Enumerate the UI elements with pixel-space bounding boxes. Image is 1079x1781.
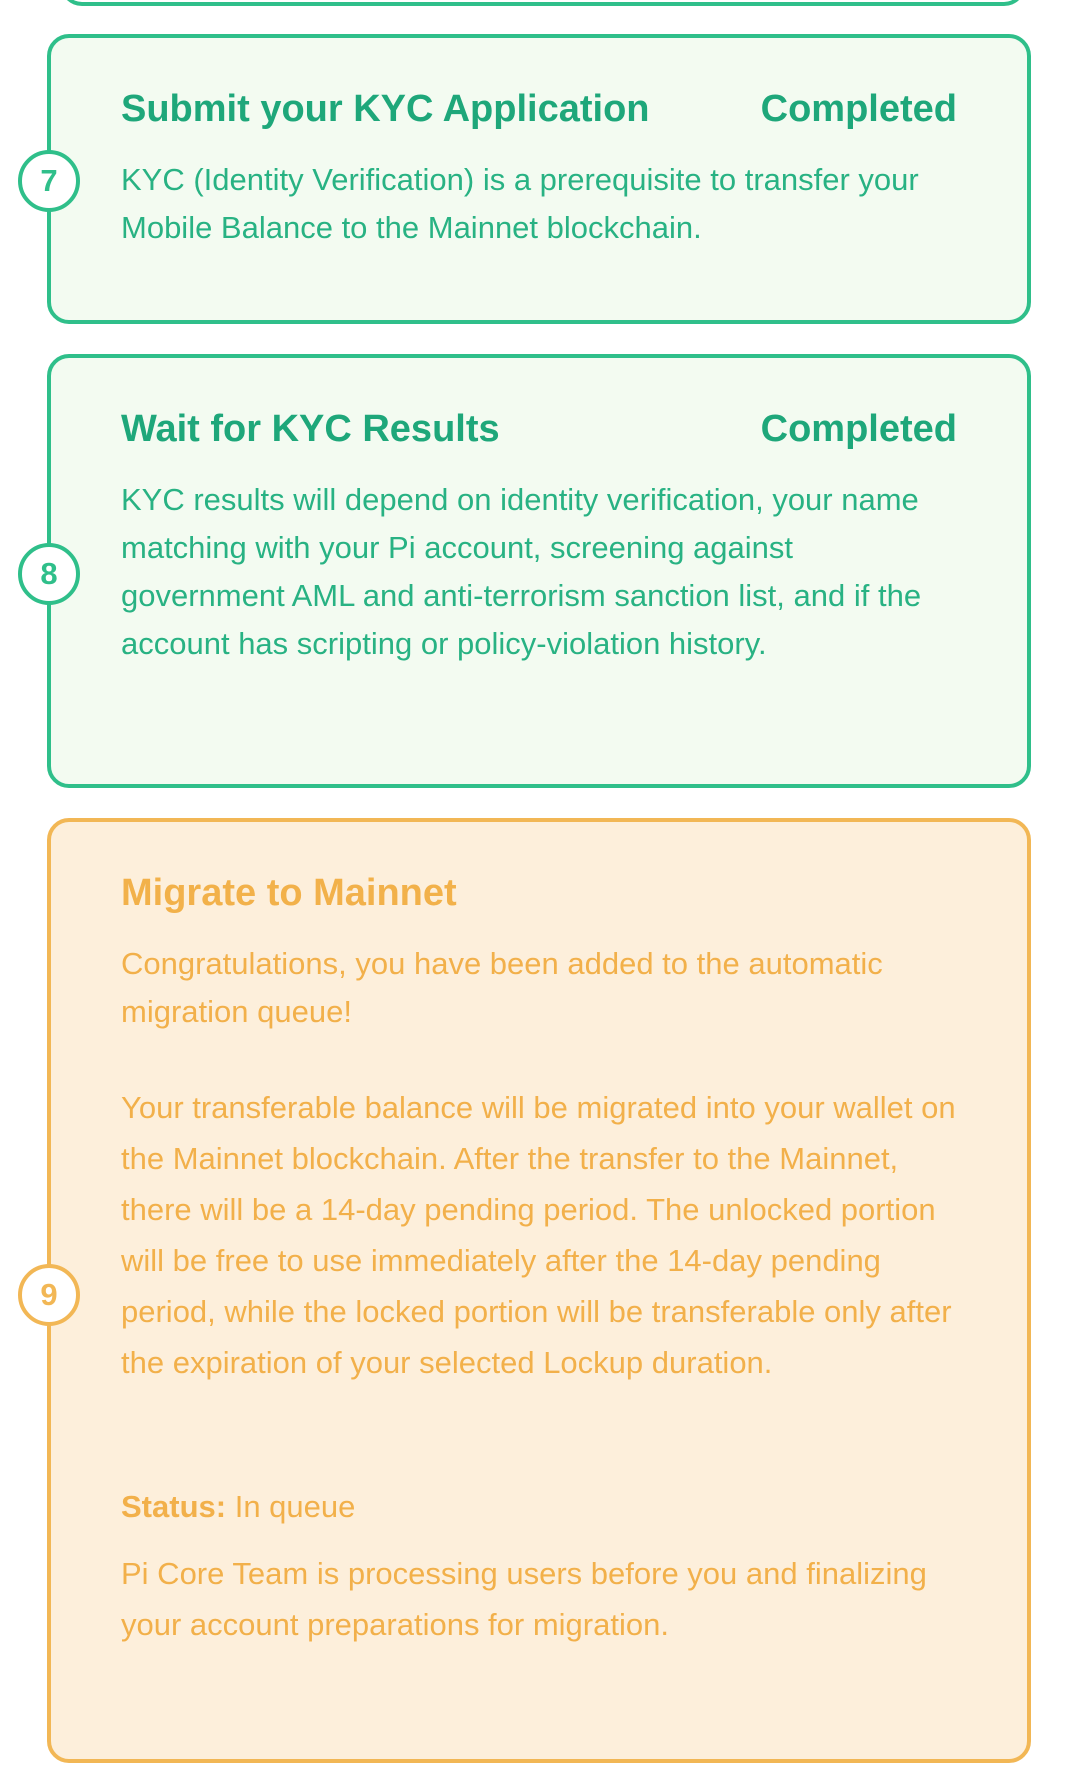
step-description: Your transferable balance will be migrated into your wallet on the Mainnet blockchain. After the transfer to the Mainnet, there will be a 14-day pending period. The unlocked portion will be free to use immediately after the 14-day pending period, while the locked portion will be transferable only after the expiration of your selected Lockup duration. [121, 1090, 956, 1380]
step-status: Completed [760, 88, 957, 130]
step-number: 9 [40, 1277, 58, 1312]
step-title: Wait for KYC Results [121, 408, 500, 450]
status-note: Pi Core Team is processing users before you and finalizing your account preparations for migration. [121, 1556, 927, 1642]
step-number-badge [18, 1264, 80, 1326]
step-status: Completed [760, 408, 957, 450]
step-card-migrate-mainnet [40, 818, 1031, 1763]
step-card-kyc-results [40, 354, 1031, 788]
step-description: KYC results will depend on identity verification, your name matching with your Pi account, screening against government AML and anti-terrorism sanction list, and if the account has scripting or policy-violation history. [121, 482, 922, 661]
step-number: 7 [40, 163, 58, 198]
step-number-badge [18, 150, 80, 212]
previous-step-card-edge [60, 0, 1026, 6]
step-title: Submit your KYC Application [121, 88, 650, 130]
step-card-submit-kyc [40, 34, 1031, 324]
step-number-badge [18, 543, 80, 605]
status-label: Status: [121, 1489, 227, 1524]
step-number: 8 [40, 556, 58, 591]
status-value: In queue [234, 1489, 356, 1524]
step-title: Migrate to Mainnet [121, 872, 457, 914]
step-intro: Congratulations, you have been added to the automatic migration queue! [121, 946, 883, 1029]
step-description: KYC (Identity Verification) is a prerequisite to transfer your Mobile Balance to the Mainnet blockchain. [121, 162, 919, 245]
migration-status [121, 1489, 957, 1525]
